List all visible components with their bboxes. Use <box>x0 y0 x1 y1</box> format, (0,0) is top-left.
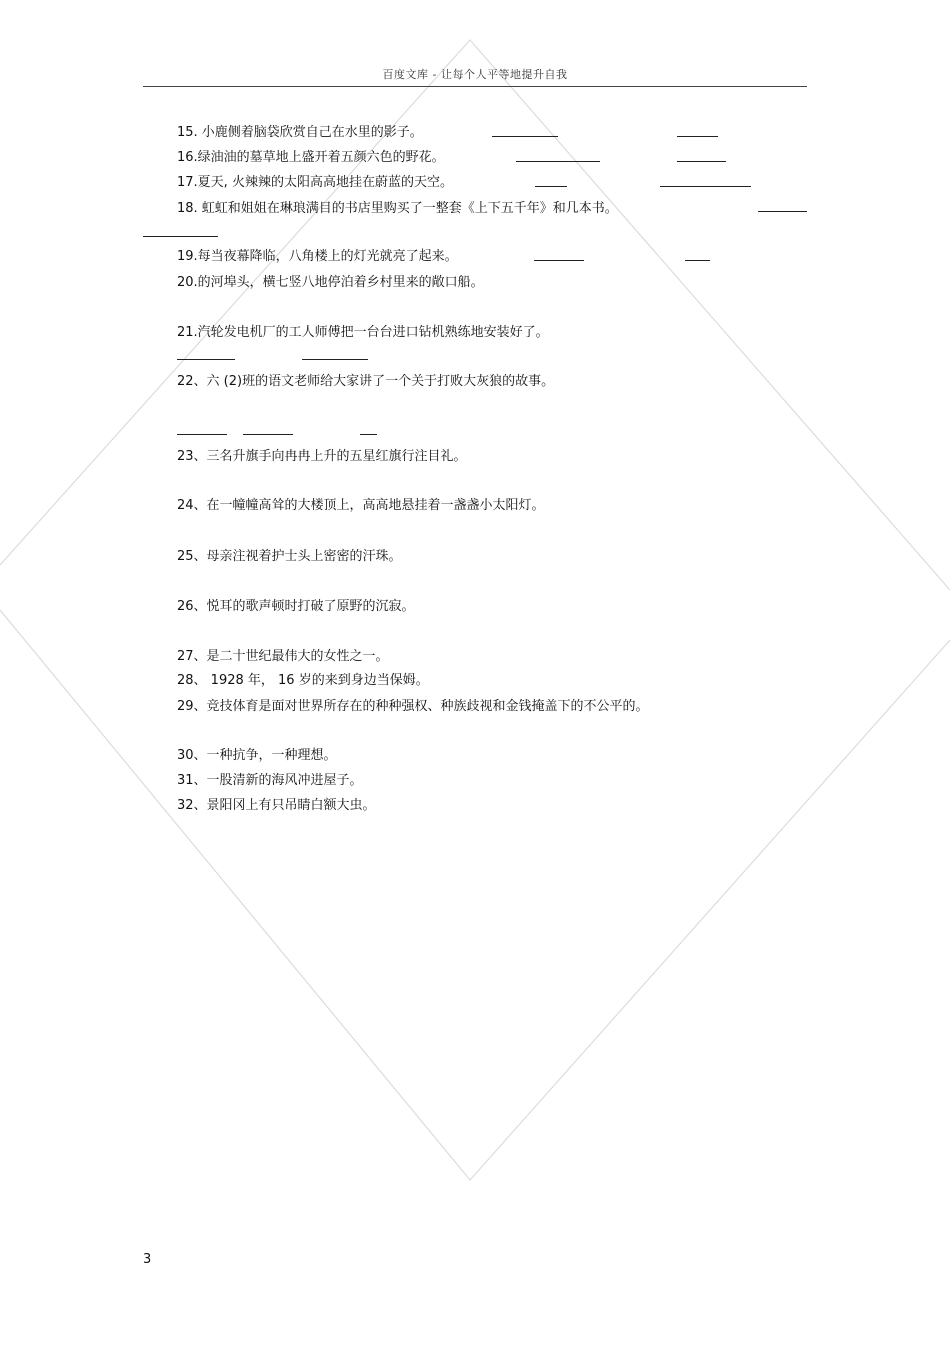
exercise-line: 29、竞技体育是面对世界所存在的种种强权、种族歧视和金钱掩盖下的不公平的。 <box>177 699 649 714</box>
exercise-line: 27、是二十世纪最伟大的女性之一。 <box>177 649 389 664</box>
exercise-line: 23、三名升旗手向冉冉上升的五星红旗行注目礼。 <box>177 449 467 464</box>
exercise-line: 17.夏天, 火辣辣的太阳高高地挂在蔚蓝的天空。 <box>177 175 453 190</box>
page-header: 百度文库 - 让每个人平等地提升自我 <box>382 68 568 81</box>
answer-blank[interactable] <box>360 434 377 435</box>
answer-blank[interactable] <box>535 186 567 187</box>
answer-blank[interactable] <box>534 260 584 261</box>
page-number: 3 <box>143 1252 152 1267</box>
exercise-line: 22、六 (2)班的语文老师给大家讲了一个关于打败大灰狼的故事。 <box>177 374 555 389</box>
exercise-line: 24、在一幢幢高耸的大楼顶上，高高地悬挂着一盏盏小太阳灯。 <box>177 498 545 513</box>
answer-blank[interactable] <box>177 434 227 435</box>
exercise-line: 31、一股清新的海风冲进屋子。 <box>177 773 363 788</box>
answer-blank[interactable] <box>660 186 751 187</box>
answer-blank[interactable] <box>143 236 218 237</box>
answer-blank[interactable] <box>677 161 726 162</box>
answer-blank[interactable] <box>243 434 293 435</box>
answer-blank[interactable] <box>177 359 235 360</box>
exercise-line: 30、一种抗争，一种理想。 <box>177 748 337 763</box>
answer-blank[interactable] <box>302 359 368 360</box>
answer-blank[interactable] <box>516 161 600 162</box>
exercise-line: 28、 1928 年， 16 岁的来到身边当保姆。 <box>177 673 429 688</box>
exercise-line: 15. 小鹿侧着脑袋欣赏自己在水里的影子。 <box>177 125 423 140</box>
exercise-line: 16.绿油油的墓草地上盛开着五颜六色的野花。 <box>177 150 445 165</box>
answer-blank[interactable] <box>677 136 718 137</box>
exercise-line: 18. 虹虹和姐姐在琳琅满目的书店里购买了一整套《上下五千年》和几本书。 <box>177 201 618 216</box>
answer-blank[interactable] <box>492 136 558 137</box>
exercise-line: 26、悦耳的歌声顿时打破了原野的沉寂。 <box>177 599 415 614</box>
header-rule <box>143 86 807 87</box>
answer-blank[interactable] <box>685 260 710 261</box>
exercise-line: 19.每当夜幕降临，八角楼上的灯光就亮了起来。 <box>177 249 458 264</box>
exercise-line: 21.汽轮发电机厂的工人师傅把一台台进口钻机熟练地安装好了。 <box>177 325 549 340</box>
exercise-line: 20.的河埠头，横七竖八地停泊着乡村里来的敞口船。 <box>177 275 484 290</box>
exercise-line: 25、母亲注视着护士头上密密的汗珠。 <box>177 549 402 564</box>
exercise-line: 32、景阳冈上有只吊睛白额大虫。 <box>177 798 376 813</box>
answer-blank[interactable] <box>758 211 807 212</box>
